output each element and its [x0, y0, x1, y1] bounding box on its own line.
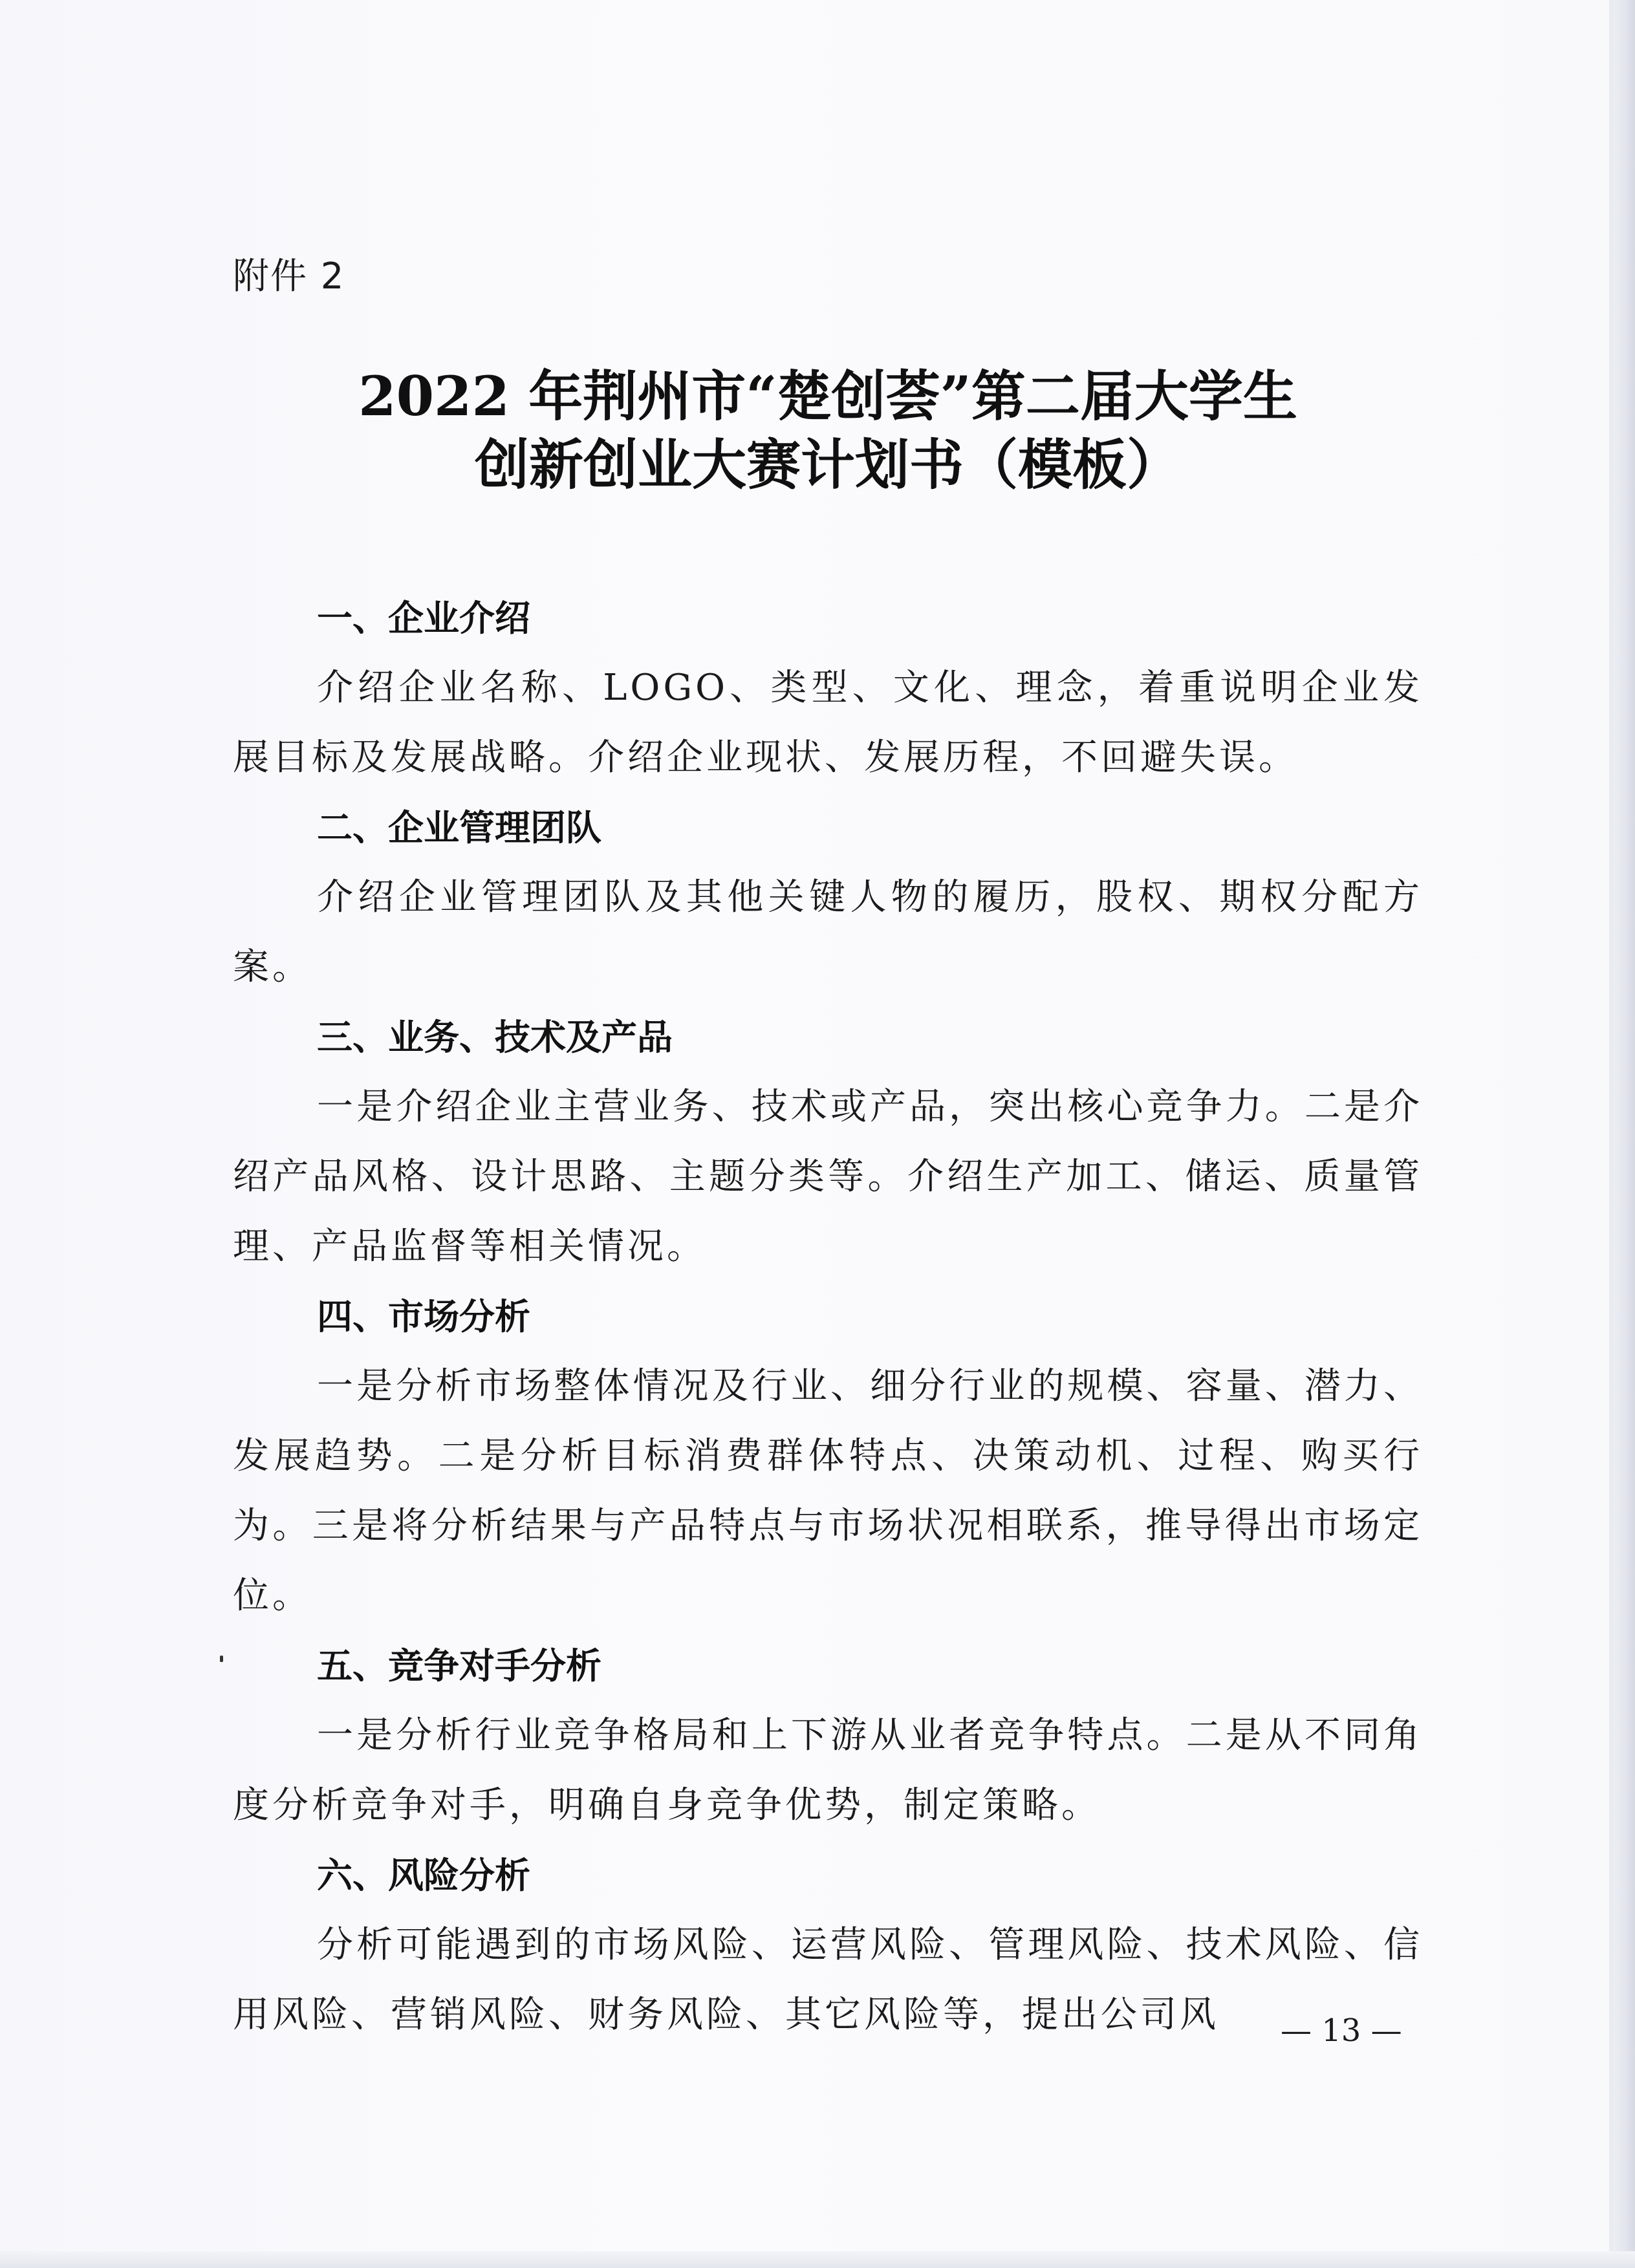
- scan-speck: [220, 1656, 223, 1662]
- section-heading: 六、风险分析: [317, 1855, 531, 1896]
- document-page: [233, 0, 1423, 2268]
- section-heading: 二、企业管理团队: [317, 807, 602, 848]
- document-title: [233, 362, 1423, 499]
- section-paragraph: 一是介绍企业主营业务、技术或产品，突出核心竞争力。二是介绍产品风格、设计思路、主题分类等。介绍生产加工、储运、质量管理、产品监督等相关情况。: [233, 1086, 1423, 1268]
- section-management-team: [233, 793, 1423, 1002]
- section-market-analysis: [233, 1282, 1423, 1631]
- section-heading: 一、企业介绍: [317, 598, 531, 639]
- section-risk-analysis: [233, 1841, 1423, 2050]
- section-company-intro: [233, 583, 1423, 793]
- title-line-2: 创新创业大赛计划书（模板）: [474, 433, 1181, 497]
- section-heading: 三、业务、技术及产品: [317, 1017, 673, 1058]
- section-heading: 四、市场分析: [317, 1296, 531, 1337]
- page-number: — 13 —: [1281, 2013, 1402, 2049]
- document-body: [233, 583, 1423, 2050]
- paper-edge: [1613, 0, 1635, 2268]
- section-business-tech-products: [233, 1002, 1423, 1282]
- section-paragraph: 介绍企业管理团队及其他关键人物的履历，股权、期权分配方案。: [233, 876, 1423, 988]
- section-paragraph: 一是分析市场整体情况及行业、细分行业的规模、容量、潜力、发展趋势。二是分析目标消费群体特点、决策动机、过程、购买行为。三是将分析结果与产品特点与市场状况相联系，推导得出市场定位。: [233, 1365, 1423, 1617]
- title-line-1: 2022 年荆州市“楚创荟”第二届大学生: [358, 364, 1297, 428]
- section-heading: 五、竞争对手分析: [317, 1645, 602, 1687]
- attachment-label: 附件 2: [233, 255, 345, 297]
- section-paragraph: 分析可能遇到的市场风险、运营风险、管理风险、技术风险、信用风险、营销风险、财务风险、其它风险等，提出公司风: [233, 1924, 1423, 2036]
- section-paragraph: 一是分析行业竞争格局和上下游从业者竞争特点。二是从不同角度分析竞争对手，明确自身竞争优势，制定策略。: [233, 1714, 1423, 1826]
- section-paragraph: 介绍企业名称、LOGO、类型、文化、理念，着重说明企业发展目标及发展战略。介绍企业现状、发展历程，不回避失误。: [233, 667, 1423, 779]
- section-competitor-analysis: [233, 1631, 1423, 1841]
